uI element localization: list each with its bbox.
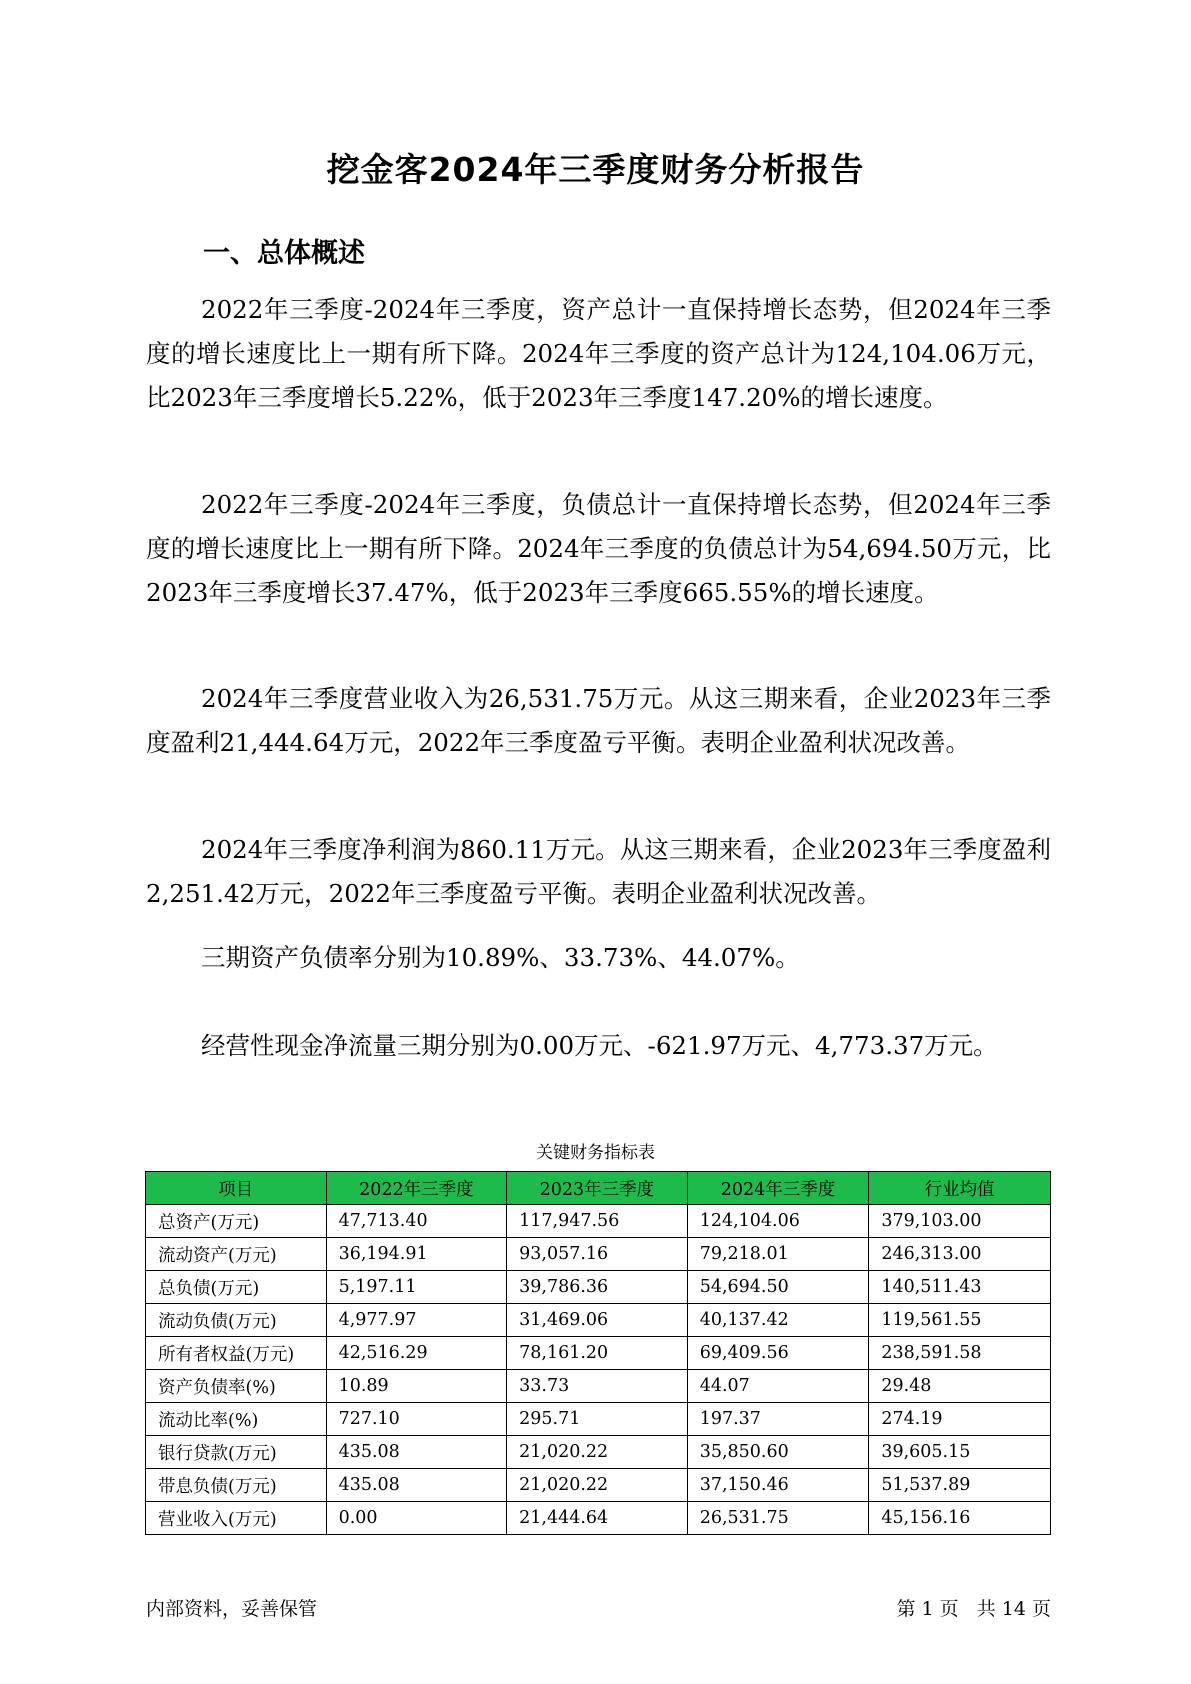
table-cell: 140,511.43: [869, 1271, 1051, 1304]
table-cell: 36,194.91: [326, 1238, 507, 1271]
table-cell: 727.10: [326, 1403, 507, 1436]
paragraph-debt-ratio: 三期资产负债率分别为10.89%、33.73%、44.07%。: [201, 943, 800, 972]
key-financial-indicators-table: [145, 1171, 1051, 1535]
row-label-cell: 银行贷款(万元): [146, 1436, 327, 1469]
row-label-cell: 流动资产(万元): [146, 1238, 327, 1271]
table-cell: 79,218.01: [687, 1238, 869, 1271]
table-cell: 274.19: [869, 1403, 1051, 1436]
header-industry-average: 行业均值: [869, 1172, 1051, 1205]
table-cell: 21,020.22: [507, 1469, 688, 1502]
table-cell: 78,161.20: [507, 1337, 688, 1370]
header-item: 项目: [146, 1172, 327, 1205]
row-label-cell: 总负债(万元): [146, 1271, 327, 1304]
header-2024q3: 2024年三季度: [687, 1172, 869, 1205]
table-cell: 197.37: [687, 1403, 869, 1436]
table-row: [146, 1370, 1051, 1403]
table-cell: 93,057.16: [507, 1238, 688, 1271]
row-label-cell: 总资产(万元): [146, 1205, 327, 1238]
row-label-cell: 营业收入(万元): [146, 1502, 327, 1535]
table-row: [146, 1337, 1051, 1370]
table-cell: 0.00: [326, 1502, 507, 1535]
table-header-row: [146, 1172, 1051, 1205]
table-cell: 44.07: [687, 1370, 869, 1403]
paragraph-assets: 2022年三季度-2024年三季度，资产总计一直保持增长态势，但2024年三季度的增长速度比上一期有所下降。2024年三季度的资产总计为124,104.06万元，比2023年三季度增长5.22%，低于2023年三季度147.20%的增长速度。: [146, 295, 1051, 412]
table-cell: 379,103.00: [869, 1205, 1051, 1238]
table-cell: 21,444.64: [507, 1502, 688, 1535]
table-cell: 21,020.22: [507, 1436, 688, 1469]
row-label-cell: 带息负债(万元): [146, 1469, 327, 1502]
table-row: [146, 1238, 1051, 1271]
table-row: [146, 1205, 1051, 1238]
table-cell: 26,531.75: [687, 1502, 869, 1535]
table-cell: 119,561.55: [869, 1304, 1051, 1337]
table-cell: 435.08: [326, 1469, 507, 1502]
row-label-cell: 流动比率(%): [146, 1403, 327, 1436]
table-cell: 69,409.56: [687, 1337, 869, 1370]
table-row: [146, 1403, 1051, 1436]
table-caption: 关键财务指标表: [536, 1143, 655, 1163]
table-row: [146, 1304, 1051, 1337]
table-cell: 238,591.58: [869, 1337, 1051, 1370]
table-cell: 39,605.15: [869, 1436, 1051, 1469]
table-cell: 54,694.50: [687, 1271, 869, 1304]
row-label-cell: 流动负债(万元): [146, 1304, 327, 1337]
table-cell: 31,469.06: [507, 1304, 688, 1337]
row-label-cell: 资产负债率(%): [146, 1370, 327, 1403]
page-title: 挖金客2024年三季度财务分析报告: [326, 150, 865, 189]
paragraph-net-profit: 2024年三季度净利润为860.11万元。从这三期来看，企业2023年三季度盈利2,251.42万元，2022年三季度盈亏平衡。表明企业盈利状况改善。: [146, 835, 1051, 908]
table-cell: 5,197.11: [326, 1271, 507, 1304]
header-2022q3: 2022年三季度: [326, 1172, 507, 1205]
table-cell: 33.73: [507, 1370, 688, 1403]
table-cell: 42,516.29: [326, 1337, 507, 1370]
table-row: [146, 1436, 1051, 1469]
table-cell: 117,947.56: [507, 1205, 688, 1238]
table-cell: 45,156.16: [869, 1502, 1051, 1535]
table-cell: 246,313.00: [869, 1238, 1051, 1271]
table-cell: 40,137.42: [687, 1304, 869, 1337]
section-heading: 一、总体概述: [203, 238, 365, 269]
footer-page-number: 第 1 页 共 14 页: [896, 1598, 1051, 1620]
table-cell: 295.71: [507, 1403, 688, 1436]
footer-confidential-note: 内部资料，妥善保管: [146, 1598, 318, 1620]
table-cell: 47,713.40: [326, 1205, 507, 1238]
table-cell: 37,150.46: [687, 1469, 869, 1502]
table-cell: 124,104.06: [687, 1205, 869, 1238]
table-cell: 51,537.89: [869, 1469, 1051, 1502]
table-row: [146, 1502, 1051, 1535]
row-label-cell: 所有者权益(万元): [146, 1337, 327, 1370]
table-cell: 35,850.60: [687, 1436, 869, 1469]
header-2023q3: 2023年三季度: [507, 1172, 688, 1205]
table-cell: 39,786.36: [507, 1271, 688, 1304]
table-row: [146, 1271, 1051, 1304]
table-row: [146, 1469, 1051, 1502]
table-cell: 4,977.97: [326, 1304, 507, 1337]
table-cell: 29.48: [869, 1370, 1051, 1403]
table-cell: 435.08: [326, 1436, 507, 1469]
table-cell: 10.89: [326, 1370, 507, 1403]
paragraph-cash-flow: 经营性现金净流量三期分别为0.00万元、-621.97万元、4,773.37万元。: [201, 1031, 998, 1060]
paragraph-revenue: 2024年三季度营业收入为26,531.75万元。从这三期来看，企业2023年三季度盈利21,444.64万元，2022年三季度盈亏平衡。表明企业盈利状况改善。: [146, 684, 1051, 757]
paragraph-liabilities: 2022年三季度-2024年三季度，负债总计一直保持增长态势，但2024年三季度的增长速度比上一期有所下降。2024年三季度的负债总计为54,694.50万元，比2023年三季度增长37.47%，低于2023年三季度665.55%的增长速度。: [146, 490, 1051, 607]
